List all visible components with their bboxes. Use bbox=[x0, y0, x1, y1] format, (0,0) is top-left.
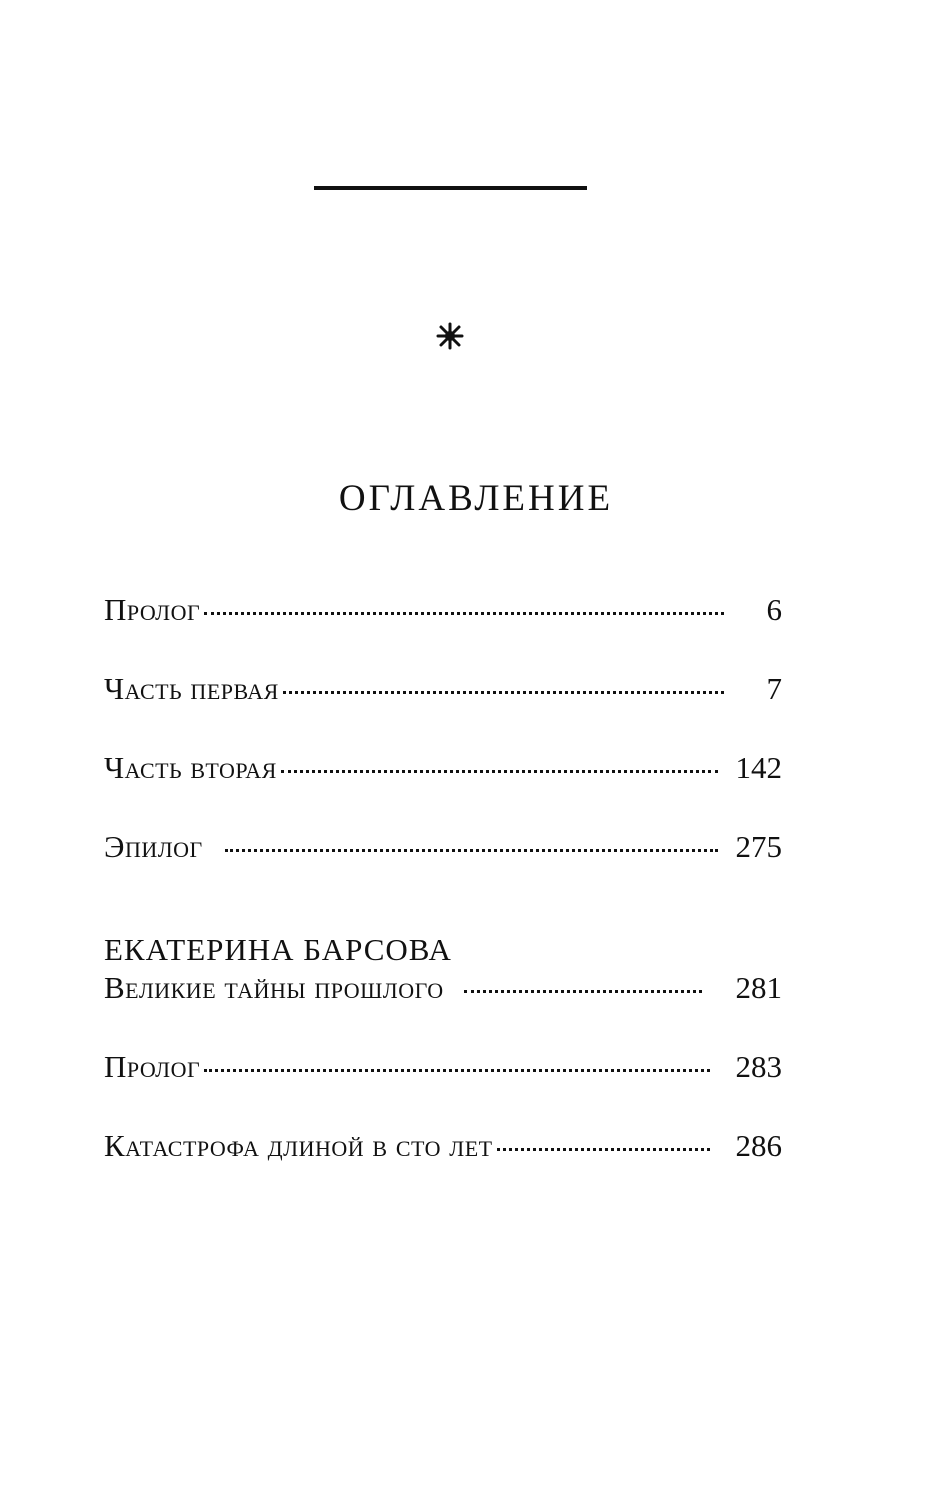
toc-entry-page: 286 bbox=[735, 1128, 782, 1163]
toc-entry-label: Эпилог bbox=[104, 829, 203, 864]
toc-entry-page: 7 bbox=[766, 671, 782, 706]
toc-entry-epilogue bbox=[104, 827, 782, 867]
toc-entry-part-one bbox=[104, 669, 782, 709]
toc-entry-label: Пролог bbox=[104, 1049, 201, 1084]
toc-entry-page: 6 bbox=[766, 592, 782, 627]
toc-entry-label: Пролог bbox=[104, 592, 201, 627]
toc-entry-page: 275 bbox=[735, 829, 782, 864]
toc-entry-part-two bbox=[104, 748, 782, 788]
toc-entry-appendix-prologue bbox=[104, 1047, 782, 1087]
toc-entry-label: Часть первая bbox=[104, 671, 279, 706]
dot-leader bbox=[497, 1146, 710, 1151]
dot-leader bbox=[283, 689, 724, 694]
toc-entry-label: Часть вторая bbox=[104, 750, 277, 785]
toc-entry-page: 283 bbox=[735, 1049, 782, 1084]
toc-entry-prologue bbox=[104, 590, 782, 630]
dot-leader bbox=[204, 610, 724, 615]
top-rule bbox=[314, 186, 587, 190]
toc-entry-page: 142 bbox=[735, 750, 782, 785]
page-title: ОГЛАВЛЕНИЕ bbox=[338, 478, 614, 519]
toc-entry-page: 281 bbox=[735, 970, 782, 1005]
toc-entry-catastrophe bbox=[104, 1126, 782, 1166]
appendix-author: ЕКАТЕРИНА БАРСОВА bbox=[104, 932, 452, 967]
toc-entry-label: Великие тайны прошлого bbox=[104, 970, 444, 1005]
dot-leader bbox=[281, 768, 718, 773]
dot-leader bbox=[225, 847, 718, 852]
star-asterisk-icon bbox=[436, 322, 464, 350]
toc-entry-label: Катастрофа длиной в сто лет bbox=[104, 1128, 493, 1163]
dot-leader bbox=[204, 1067, 710, 1072]
toc-entry-great-mysteries bbox=[104, 968, 782, 1008]
dot-leader bbox=[464, 988, 702, 993]
